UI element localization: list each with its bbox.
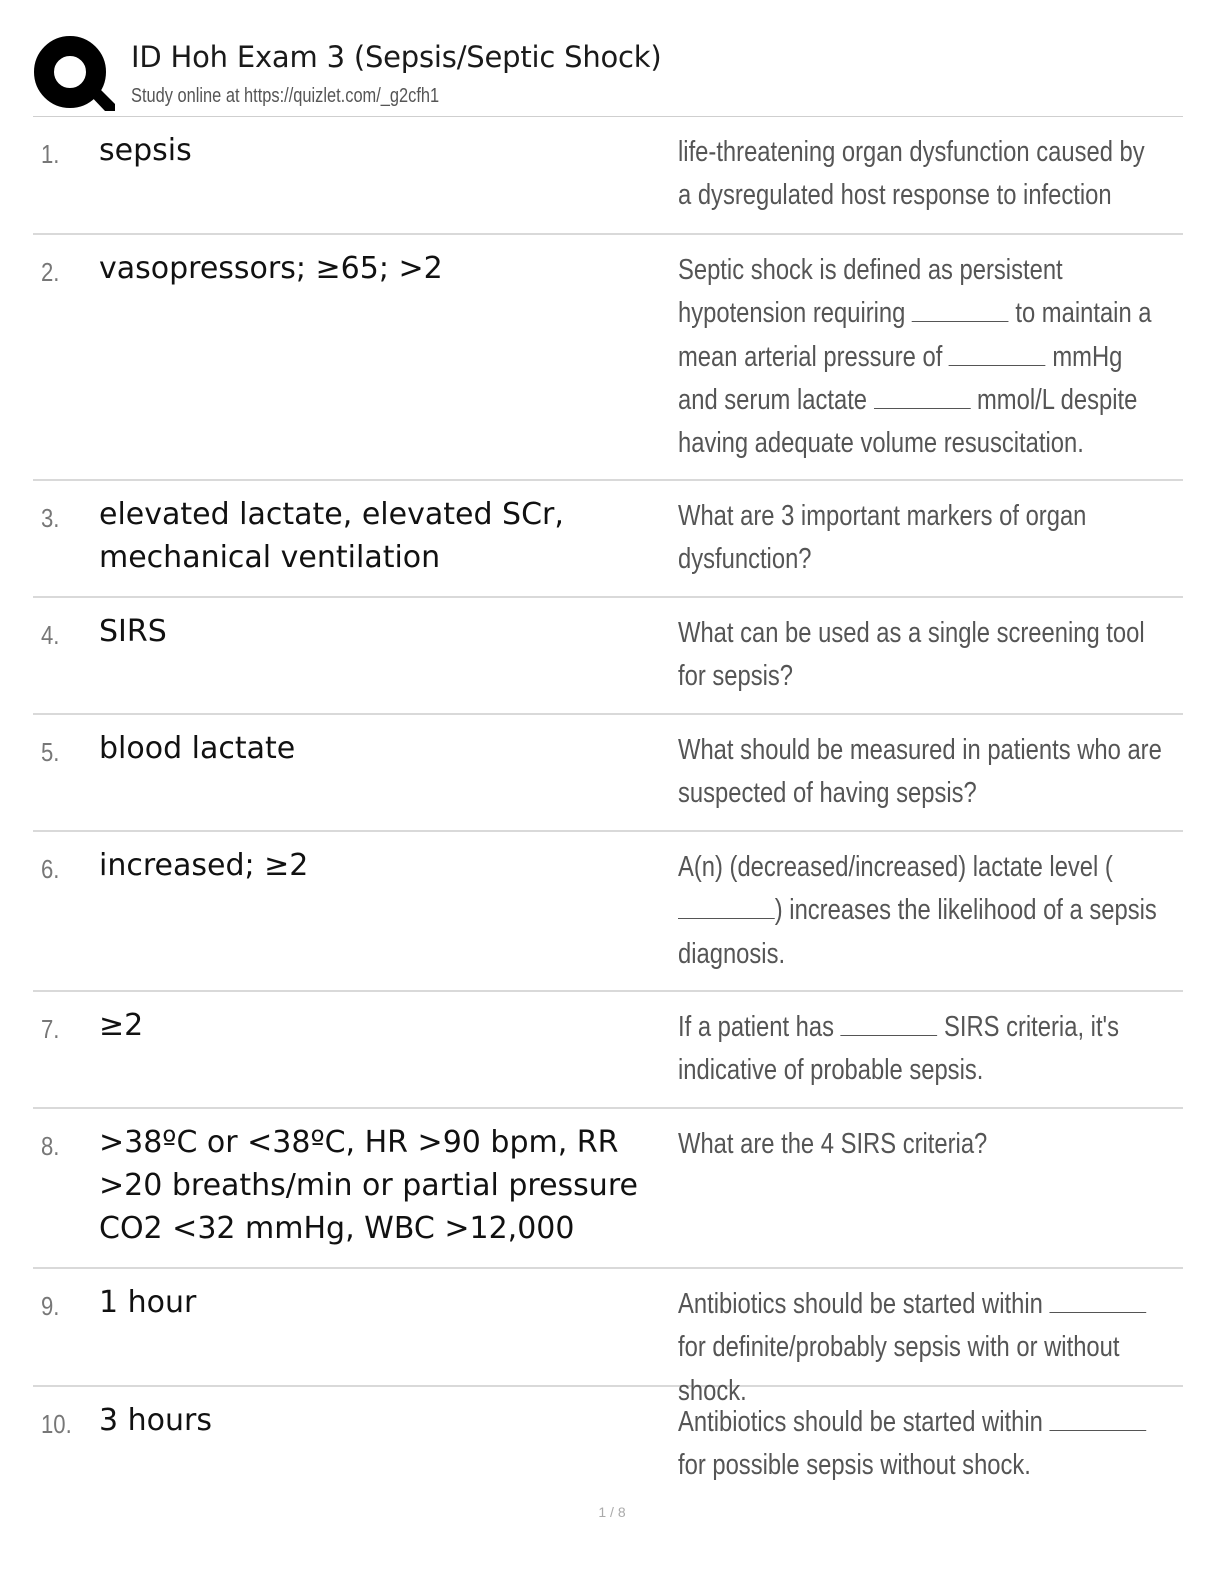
card-number: 1. [41, 139, 60, 169]
card-term: SIRS [99, 614, 167, 649]
quizlet-logo-icon [33, 34, 115, 114]
card-term: increased; ≥2 [99, 848, 309, 883]
flashcard-row [33, 1387, 1183, 1497]
study-online-link[interactable]: Study online at https://quizlet.com/_g2cfh1 [131, 85, 440, 107]
card-term: 3 hours [99, 1403, 212, 1438]
card-term: sepsis [99, 133, 192, 168]
card-definition: What are 3 important markers of organ dysfunction? [678, 500, 1087, 576]
flashcard-row [33, 117, 1183, 235]
flashcard-row [33, 992, 1183, 1109]
card-number: 4. [41, 620, 60, 650]
card-number: 3. [41, 503, 60, 533]
flashcard-list [33, 117, 1183, 1497]
card-term: blood lactate [99, 731, 296, 766]
fill-in-blank [949, 343, 1046, 366]
card-number: 2. [41, 257, 60, 287]
page-number: 1 / 8 [598, 1504, 626, 1520]
card-definition: What should be measured in patients who are suspected of having sepsis? [678, 734, 1162, 810]
card-term: >38ºC or <38ºC, HR >90 bpm, RR >20 breaths/min or partial pressure CO2 <32 mmHg, WBC >12,000 [99, 1125, 638, 1246]
card-definition: Antibiotics should be started within for possible sepsis without shock. [678, 1401, 1163, 1488]
page-title: ID Hoh Exam 3 (Sepsis/Septic Shock) [131, 40, 662, 74]
flashcard-row [33, 1269, 1183, 1407]
card-number: 9. [41, 1291, 60, 1321]
fill-in-blank [1049, 1290, 1146, 1313]
fill-in-blank [874, 386, 971, 409]
fill-in-blank [678, 896, 775, 919]
card-definition: If a patient has SIRS criteria, it's indicative of probable sepsis. [678, 1011, 1119, 1087]
card-definition: life-threatening organ dysfunction caused by a dysregulated host response to infection [678, 136, 1145, 212]
flashcard-row [33, 235, 1183, 481]
fill-in-blank [1049, 1408, 1146, 1431]
card-definition: Antibiotics should be started within for definite/probably sepsis with or without shock. [678, 1283, 1163, 1413]
card-number: 10. [41, 1409, 72, 1439]
card-definition: What are the 4 SIRS criteria? [678, 1128, 988, 1160]
card-definition: Septic shock is defined as persistent hypotension requiring to maintain a mean arterial pressure of mmHg and serum lactate mmol/L despite having adequate volume resuscitation. [678, 254, 1152, 460]
card-number: 7. [41, 1014, 60, 1044]
card-term: vasopressors; ≥65; >2 [99, 251, 443, 286]
page-header [33, 34, 1183, 116]
card-number: 6. [41, 854, 60, 884]
flashcard-row [33, 1109, 1183, 1269]
card-definition: A(n) (decreased/increased) lactate level () increases the likelihood of a sepsis diagnosis. [678, 851, 1157, 970]
card-term: elevated lactate, elevated SCr, mechanical ventilation [99, 497, 564, 575]
flashcard-row [33, 598, 1183, 715]
fill-in-blank [912, 299, 1009, 322]
card-definition: What can be used as a single screening tool for sepsis? [678, 617, 1145, 693]
fill-in-blank [841, 1013, 938, 1036]
card-term: ≥2 [99, 1008, 144, 1043]
card-term: 1 hour [99, 1285, 197, 1320]
card-number: 8. [41, 1131, 60, 1161]
card-number: 5. [41, 737, 60, 767]
flashcard-row [33, 715, 1183, 832]
flashcard-row [33, 481, 1183, 598]
flashcard-row [33, 832, 1183, 992]
